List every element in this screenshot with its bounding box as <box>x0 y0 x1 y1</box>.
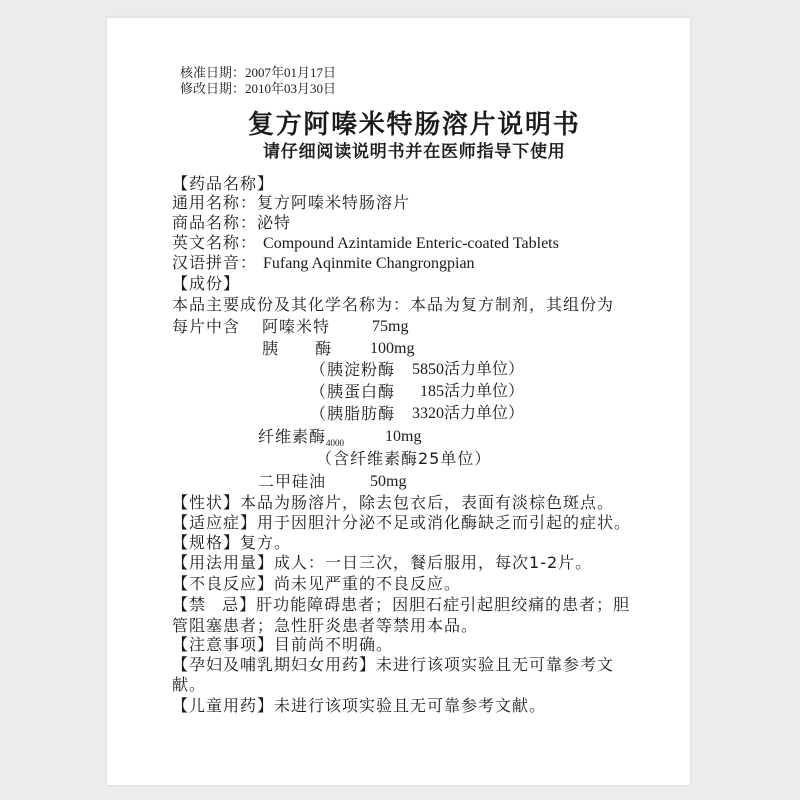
section-heading: 【孕妇及哺乳期妇女用药】 <box>172 655 377 674</box>
composition-intro: 本品主要成份及其化学名称为：本品为复方制剂，其组份为 <box>172 295 615 314</box>
section-heading-composition: 【成份】 <box>172 274 241 293</box>
section-pregnancy-lactation <box>172 655 614 675</box>
section-indications <box>172 513 631 533</box>
cellulase-note: （含纤维素酶25单位） <box>316 449 492 468</box>
trade-name-label: 商品名称： <box>172 213 258 232</box>
section-heading: 【规格】 <box>172 533 241 552</box>
section-heading-drug-name: 【药品名称】 <box>172 174 275 193</box>
enzyme-activity: 5850活力单位） <box>412 361 525 378</box>
generic-name-row <box>172 193 410 213</box>
ingredient-amount: 50mg <box>370 473 407 490</box>
ingredient-name: 二甲硅油 <box>258 472 327 491</box>
english-name-label: 英文名称： <box>172 233 258 252</box>
section-heading: 【禁 忌】 <box>172 595 257 614</box>
enzyme-name: （胰淀粉酶 <box>310 360 396 379</box>
section-pregnancy-lactation-continued: 献。 <box>172 675 207 694</box>
section-dosage <box>172 553 592 573</box>
section-contraindications <box>172 595 630 615</box>
section-text: 成人：一日三次，餐后服用，每次1-2片。 <box>274 553 593 572</box>
ingredient-row-simethicone <box>0 472 800 492</box>
english-name-row <box>172 233 559 254</box>
ingredient-row-pancreatin <box>0 339 800 359</box>
trade-name-row <box>172 213 291 233</box>
document-subtitle: 请仔细阅读说明书并在医师指导下使用 <box>263 142 566 162</box>
section-text: 目前尚不明确。 <box>274 635 394 654</box>
section-contraindications-continued: 管阻塞患者；急性肝炎患者等禁用本品。 <box>172 616 479 635</box>
section-text-line-1: 未进行该项实验且无可靠参考文 <box>376 655 615 674</box>
section-precautions <box>172 635 393 655</box>
ingredient-amount: 75mg <box>372 318 409 335</box>
section-specification <box>172 533 291 553</box>
section-description <box>172 493 614 513</box>
ingredient-amount: 10mg <box>385 428 422 445</box>
section-text: 尚未见严重的不良反应。 <box>274 574 462 593</box>
ingredient-row-cellulase <box>0 427 800 447</box>
pinyin-value: Fufang Aqinmite Changrongpian <box>263 255 475 272</box>
section-heading: 【注意事项】 <box>172 635 275 654</box>
enzyme-row-lipase <box>0 404 800 424</box>
generic-name-value: 复方阿嗪米特肠溶片 <box>257 193 411 212</box>
section-text: 用于因胆汁分泌不足或消化酶缺乏而引起的症状。 <box>257 513 632 532</box>
enzyme-activity: 185活力单位） <box>420 383 525 400</box>
ingredient-name: 胰 酶 <box>262 339 333 358</box>
section-heading: 【不良反应】 <box>172 574 275 593</box>
ingredient-name: 纤维素酶 <box>258 427 327 446</box>
enzyme-activity: 3320活力单位） <box>412 405 525 422</box>
cellulase-note-row <box>0 449 800 469</box>
ingredient-name: 阿嗪米特 <box>262 317 331 336</box>
ingredient-amount: 100mg <box>370 340 415 357</box>
section-text: 复方。 <box>240 533 292 552</box>
per-tablet-label: 每片中含 <box>172 317 241 336</box>
ingredient-subscript: 4000 <box>326 438 345 449</box>
pinyin-row <box>172 253 475 274</box>
generic-name-label: 通用名称： <box>172 193 258 212</box>
section-heading: 【用法用量】 <box>172 553 275 572</box>
section-text: 本品为肠溶片，除去包衣后，表面有淡棕色斑点。 <box>240 493 615 512</box>
pinyin-label: 汉语拼音： <box>172 253 258 272</box>
section-heading: 【性状】 <box>172 493 241 512</box>
english-name-value: Compound Azintamide Enteric-coated Tablets <box>263 235 559 252</box>
enzyme-name: （胰脂肪酶 <box>310 404 396 423</box>
section-adverse-reactions <box>172 574 461 594</box>
section-text: 未进行该项实验且无可靠参考文献。 <box>274 696 547 715</box>
trade-name-value: 泌特 <box>257 213 292 232</box>
document-title: 复方阿嗪米特肠溶片说明书 <box>248 110 581 140</box>
approval-date: 核准日期：2007年01月17日 <box>180 65 337 80</box>
revision-date: 修改日期：2010年03月30日 <box>180 81 337 96</box>
enzyme-row-trypsin <box>0 382 800 402</box>
section-heading: 【适应症】 <box>172 513 258 532</box>
section-heading: 【儿童用药】 <box>172 696 275 715</box>
ingredient-row-azintamide <box>0 317 800 337</box>
section-text-line-1: 肝功能障碍患者；因胆石症引起胆绞痛的患者；胆 <box>256 595 631 614</box>
section-pediatric <box>172 696 546 716</box>
enzyme-name: （胰蛋白酶 <box>310 382 396 401</box>
enzyme-row-amylase <box>0 360 800 380</box>
